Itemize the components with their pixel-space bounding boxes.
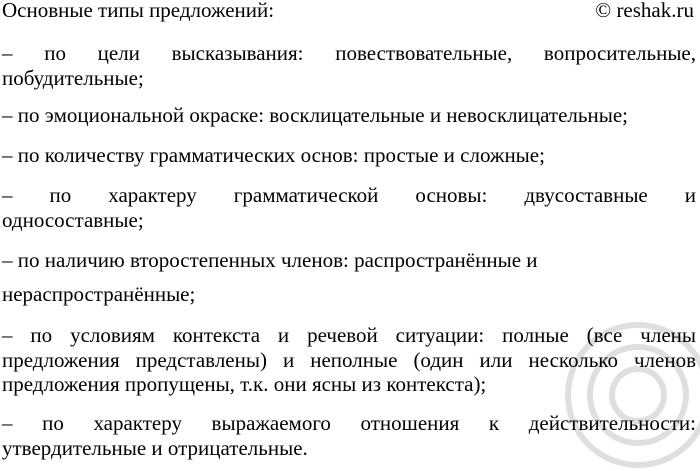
text-line: – по цели высказывания: повествовательные, вопросительные, [2,41,696,65]
text-line: – по характеру выражаемого отношения к действительности: [2,411,696,435]
watermark-logo [548,300,700,470]
text-line: – по характеру грамматической основы: двусоставные и [2,183,696,207]
list-item [2,183,696,232]
text-line: предложения пропущены, т.к. они ясны из контекста); [2,372,487,396]
text-line: утвердительные и отрицательные. [2,435,308,460]
document-title: Основные типы предложений: [2,0,275,22]
text-line: односоставные; [2,207,144,232]
copyright-notice: © reshak.ru [595,0,694,22]
text-line: – по наличию второстепенных членов: распространённые и [2,248,538,272]
text-line: побудительные; [2,65,144,90]
text-line: – по количеству грамматических основ: простые и сложные; [2,143,545,167]
text-line: – по эмоциональной окраске: восклицательные и невосклицательные; [2,103,628,127]
list-item [2,103,696,128]
list-item [2,143,696,168]
list-item [2,41,696,90]
text-line: предложения представлены) и неполные (один или несколько членов [2,347,696,372]
list-item [2,248,696,273]
text-line: нераспространённые; [2,282,196,306]
text-line: – по условиям контекста и речевой ситуации: полные (все члены [2,323,696,347]
